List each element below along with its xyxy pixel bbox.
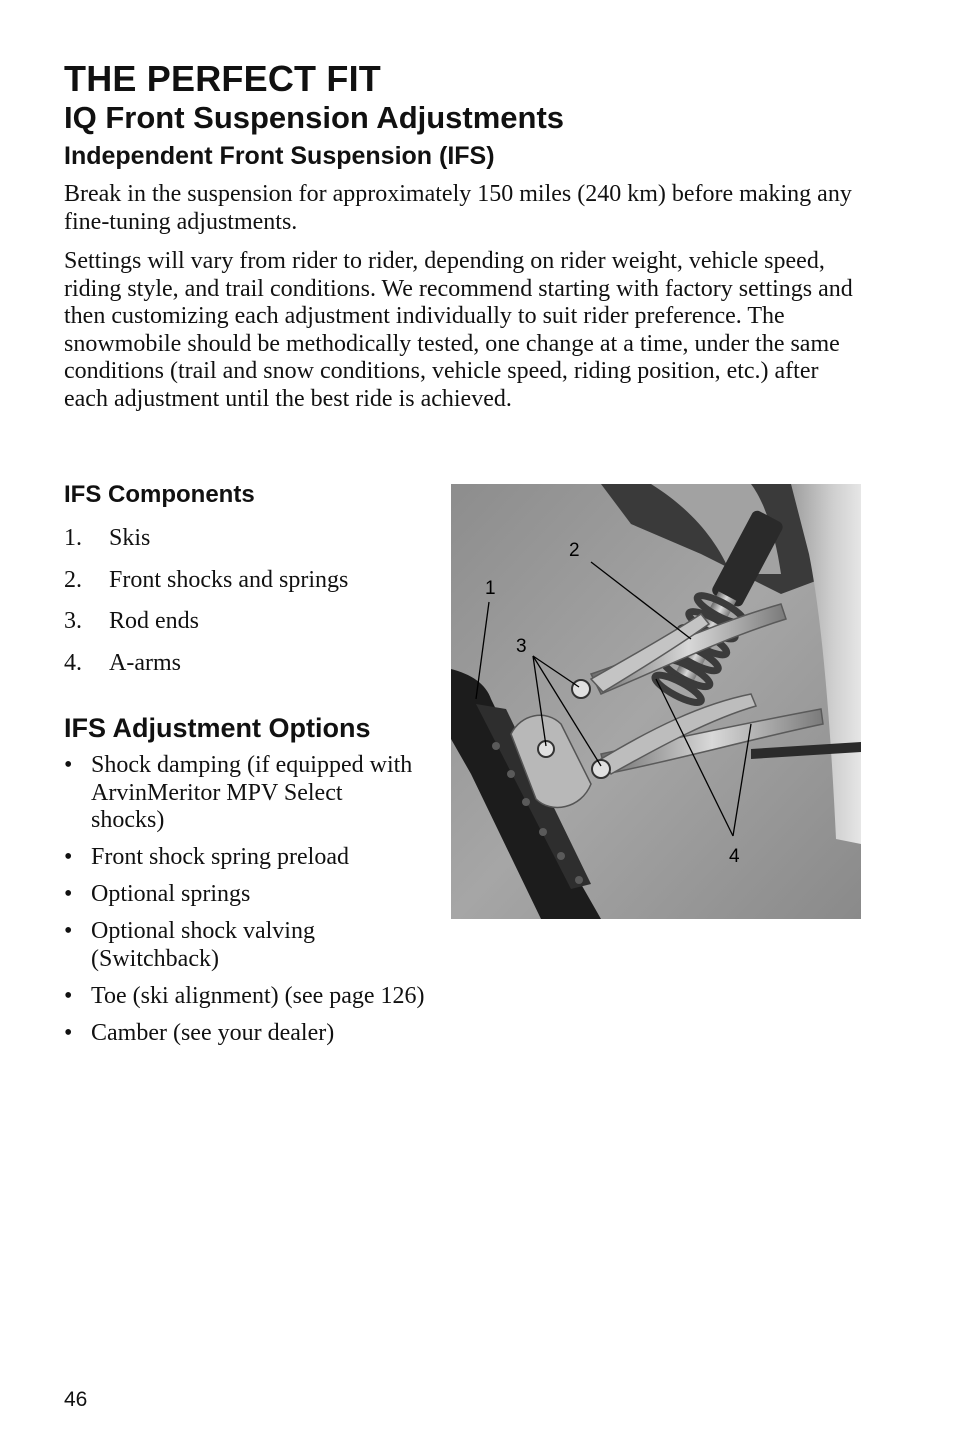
break-in-paragraph: Break in the suspension for approximately 150 miles (240 km) before making any fine-tuning adjustments.: [64, 181, 852, 235]
page-title: THE PERFECT FIT: [64, 58, 381, 99]
callout-1: 1: [485, 578, 496, 599]
item-label: Skis: [109, 525, 151, 551]
ifs-suspension-photo: [451, 484, 861, 919]
option-text: Front shock spring preload: [91, 844, 349, 870]
item-label: A-arms: [109, 649, 181, 676]
option-text: Toe (ski alignment) (see page 126): [91, 982, 425, 1009]
settings-paragraph: Settings will vary from rider to rider, depending on rider weight, vehicle speed, riding style, and trail conditions. We recommend starting with factory settings and then customizing each adjustment individually to suit rider preference. The snowmobile should be methodically tested, one change at a time, under the same conditions (trail and snow conditions, vehicle speed, riding position, etc.) after each adjustment until the best ride is achieved.: [64, 248, 853, 412]
list-item: [64, 983, 494, 1011]
item-number: 4.: [64, 649, 82, 676]
options-list: [64, 752, 494, 1057]
list-item: [64, 881, 494, 909]
bullet-icon: •: [64, 918, 73, 944]
option-text: Optional springs: [91, 881, 251, 907]
option-text: Shock damping (if equipped with ArvinMeritor MPV Select shocks): [91, 752, 413, 833]
components-heading: IFS Components: [64, 481, 255, 508]
item-number: 3.: [64, 608, 82, 634]
list-item: [64, 844, 494, 872]
option-text: Optional shock valving (Switchback): [91, 918, 315, 972]
list-item: [64, 918, 494, 973]
bullet-icon: •: [64, 752, 73, 778]
item-number: 1.: [64, 525, 82, 551]
page-number: 46: [64, 1388, 88, 1411]
bullet-icon: •: [64, 844, 73, 870]
item-number: 2.: [64, 566, 82, 593]
callout-3: 3: [516, 636, 527, 657]
callout-2: 2: [569, 540, 580, 561]
option-text: Camber (see your dealer): [91, 1019, 335, 1046]
subsection-title: Independent Front Suspension (IFS): [64, 142, 495, 170]
list-item: [64, 1020, 494, 1048]
item-label: Front shocks and springs: [109, 566, 349, 593]
section-title: IQ Front Suspension Adjustments: [64, 100, 565, 135]
callout-4: 4: [729, 846, 740, 867]
item-label: Rod ends: [109, 608, 199, 634]
bullet-icon: •: [64, 982, 73, 1009]
bullet-icon: •: [64, 1019, 73, 1046]
bullet-icon: •: [64, 881, 73, 907]
options-heading: IFS Adjustment Options: [64, 713, 371, 743]
list-item: [64, 752, 494, 835]
